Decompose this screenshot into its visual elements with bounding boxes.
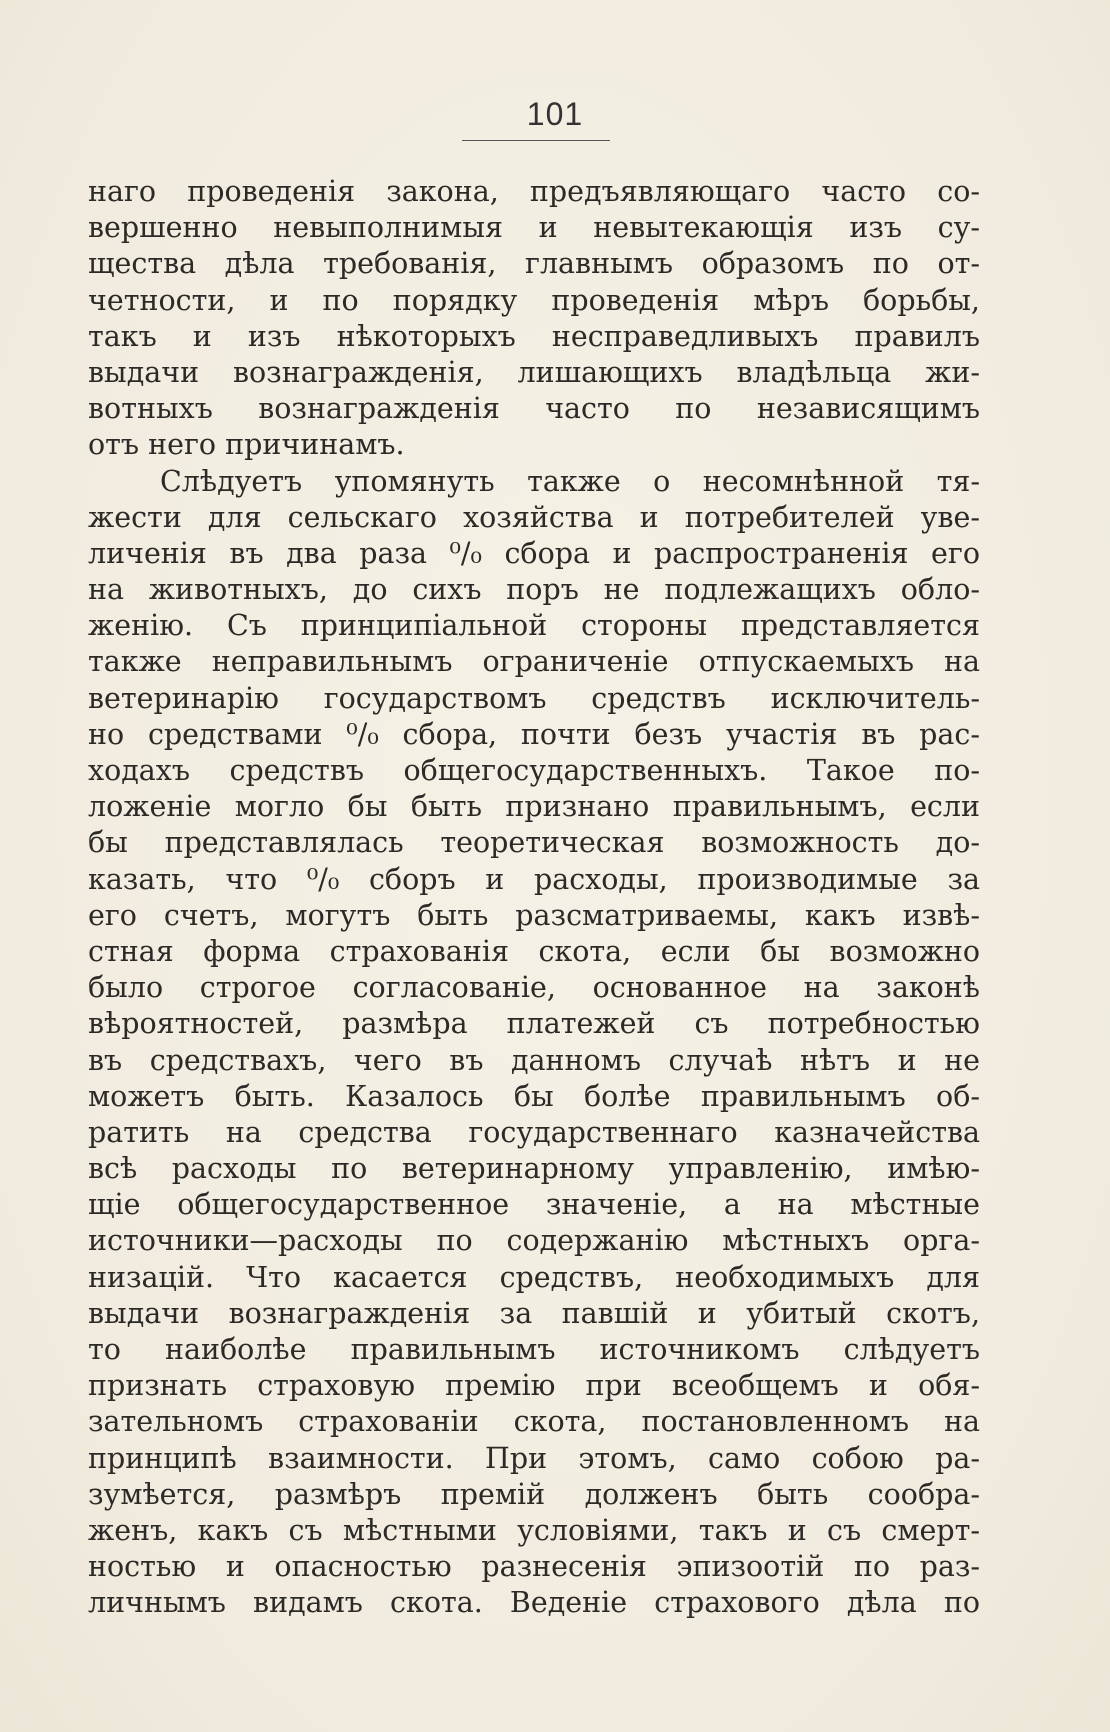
text-line: вѣроятностей, размѣра платежей съ потребностью	[88, 1007, 980, 1041]
text-line: стная форма страхованія скота, если бы возможно	[88, 934, 980, 968]
body-text	[88, 174, 980, 1622]
text-line: но средствами ⁰/₀ сбора, почти безъ участія въ рас-	[88, 717, 980, 751]
text-line: ходахъ средствъ общегосударственныхъ. Такое по-	[88, 754, 980, 787]
text-line: такъ и изъ нѣкоторыхъ несправедливыхъ правилъ	[88, 319, 980, 353]
text-line: на животныхъ, до сихъ поръ не подлежащихъ обло-	[88, 573, 980, 607]
text-line: выдачи вознагражденія за павшій и убитый скотъ,	[88, 1296, 980, 1330]
text-line: вотныхъ вознагражденія часто по независящимъ	[88, 392, 980, 426]
paragraph-end-line: отъ него причинамъ.	[88, 428, 405, 462]
text-line: то наиболѣе правильнымъ источникомъ слѣдуетъ	[88, 1333, 980, 1366]
paragraph-start-line: Слѣдуетъ упомянуть также о несомнѣнной тя-	[160, 464, 980, 498]
page-number-rule	[462, 140, 610, 141]
text-line: его счетъ, могутъ быть разсматриваемы, какъ извѣ-	[88, 898, 980, 932]
text-line: ложеніе могло бы быть признано правильнымъ, если	[88, 790, 980, 824]
text-line: казать, что ⁰/₀ сборъ и расходы, производимые за	[88, 862, 980, 896]
text-line: въ средствахъ, чего въ данномъ случаѣ нѣтъ и не	[88, 1043, 980, 1077]
text-line: также неправильнымъ ограниченіе отпускаемыхъ на	[88, 645, 980, 679]
text-line: принципѣ взаимности. При этомъ, само собою ра-	[88, 1441, 980, 1475]
text-line: всѣ расходы по ветеринарному управленію, имѣю-	[88, 1152, 980, 1186]
text-line: личнымъ видамъ скота. Веденіе страхового дѣла по	[88, 1586, 980, 1620]
text-line: четности, и по порядку проведенія мѣръ борьбы,	[88, 283, 980, 317]
text-line: было строгое согласованіе, основанное на законѣ	[88, 971, 980, 1005]
text-line: можетъ быть. Казалось бы болѣе правильнымъ об-	[88, 1079, 980, 1113]
text-line: бы представлялась теоретическая возможность до-	[88, 826, 980, 860]
text-line: женію. Съ принципіальной стороны представляется	[88, 609, 980, 643]
text-line: щества дѣла требованія, главнымъ образомъ по от-	[88, 247, 980, 281]
text-line: признать страховую премію при всеобщемъ и обя-	[88, 1369, 980, 1403]
page-number: 101	[526, 96, 584, 132]
text-line: жести для сельскаго хозяйства и потребителей уве-	[88, 500, 980, 534]
text-line: ратить на средства государственнаго казначейства	[88, 1115, 980, 1149]
text-line: источники—расходы по содержанію мѣстныхъ орга-	[88, 1224, 980, 1258]
text-line: ностью и опасностью разнесенія эпизоотій по раз-	[88, 1550, 980, 1584]
text-line: щіе общегосударственное значеніе, а на мѣстные	[88, 1188, 980, 1222]
text-line: вершенно невыполнимыя и невытекающія изъ су-	[88, 211, 980, 245]
text-line: зумѣется, размѣръ премій долженъ быть сообра-	[88, 1477, 980, 1511]
text-line: выдачи вознагражденія, лишающихъ владѣльца жи-	[88, 355, 980, 389]
text-line: наго проведенія закона, предъявляющаго часто со-	[88, 175, 980, 208]
text-line: зательномъ страхованіи скота, постановленномъ на	[88, 1405, 980, 1439]
text-line: низацій. Что касается средствъ, необходимыхъ для	[88, 1260, 980, 1294]
text-line: личенія въ два раза ⁰/₀ сбора и распространенія его	[88, 536, 980, 570]
text-line: женъ, какъ съ мѣстными условіями, такъ и съ смерт-	[88, 1513, 980, 1547]
text-line: ветеринарію государствомъ средствъ исключитель-	[88, 681, 980, 715]
